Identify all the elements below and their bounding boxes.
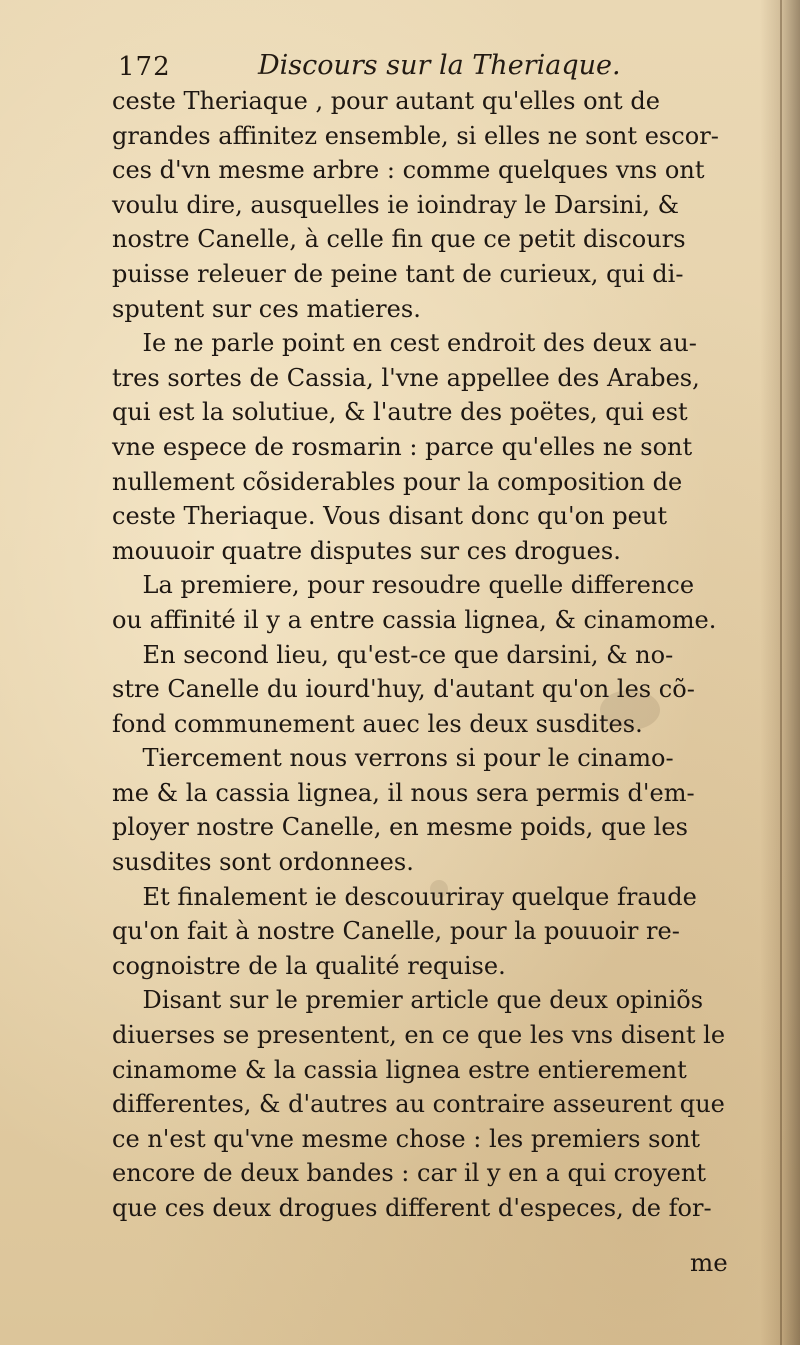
- text-line: ces d'vn mesme arbre : comme quelques vns ont: [112, 155, 705, 185]
- text-line: qu'on fait à nostre Canelle, pour la pouuoir re-: [112, 916, 680, 946]
- page-edge-line: [780, 0, 782, 1345]
- body-text: [112, 84, 742, 1226]
- text-line: Et finalement ie descouuriray quelque fraude: [112, 881, 697, 911]
- text-line: ceste Theriaque , pour autant qu'elles ont de: [112, 86, 660, 115]
- text-line: ou affinité il y a entre cassia lignea, & cinamome.: [112, 604, 717, 634]
- text-line: cognoistre de la qualité requise.: [112, 950, 506, 980]
- text-line: nullement cõsiderables pour la composition de: [112, 466, 683, 496]
- text-line: tres sortes de Cassia, l'vne appellee des Arabes,: [112, 362, 700, 392]
- text-line: mouuoir quatre disputes sur ces drogues.: [112, 535, 621, 565]
- text-line: puisse releuer de peine tant de curieux, qui di-: [112, 258, 684, 288]
- text-line: Tiercement nous verrons si pour le cinamo-: [112, 743, 674, 773]
- text-line: differentes, & d'autres au contraire asseurent que: [112, 1089, 725, 1119]
- running-title: Discours sur la Theriaque.: [258, 50, 621, 81]
- text-line: vne espece de rosmarin : parce qu'elles ne sont: [112, 431, 693, 461]
- text-line: ce n'est qu'vne mesme chose : les premiers sont: [112, 1123, 701, 1153]
- text-line: encore de deux bandes : car il y en a qui croyent: [112, 1158, 707, 1188]
- text-line: ceste Theriaque. Vous disant donc qu'on peut: [112, 501, 667, 531]
- text-line: grandes affinitez ensemble, si elles ne sont escor-: [112, 120, 719, 150]
- text-line: ployer nostre Canelle, en mesme poids, que les: [112, 812, 688, 842]
- text-line: nostre Canelle, à celle fin que ce petit discours: [112, 224, 686, 254]
- text-line: fond communement auec les deux susdites.: [112, 708, 643, 738]
- text-line: Ie ne parle point en cest endroit des deux au-: [112, 328, 697, 358]
- catchword: me: [690, 1248, 728, 1277]
- text-line: qui est la solutiue, & l'autre des poëtes, qui est: [112, 397, 688, 427]
- text-line: que ces deux drogues different d'especes, de for-: [112, 1193, 712, 1222]
- text-line: susdites sont ordonnees.: [112, 847, 414, 877]
- page-number: 172: [118, 52, 171, 82]
- text-line: voulu dire, ausquelles ie ioindray le Darsini, &: [112, 189, 680, 219]
- text-line: me & la cassia lignea, il nous sera permis d'em-: [112, 777, 695, 807]
- text-line: cinamome & la cassia lignea estre entierement: [112, 1054, 687, 1084]
- text-line: La premiere, pour resoudre quelle difference: [112, 570, 695, 600]
- text-line: Disant sur le premier article que deux opiniõs: [112, 985, 704, 1015]
- text-line: stre Canelle du iourd'huy, d'autant qu'on les cõ-: [112, 674, 695, 704]
- text-line: En second lieu, qu'est-ce que darsini, & no-: [112, 639, 674, 669]
- text-line: diuerses se presentent, en ce que les vns disent le: [112, 1020, 726, 1050]
- text-line: sputent sur ces matieres.: [112, 293, 421, 323]
